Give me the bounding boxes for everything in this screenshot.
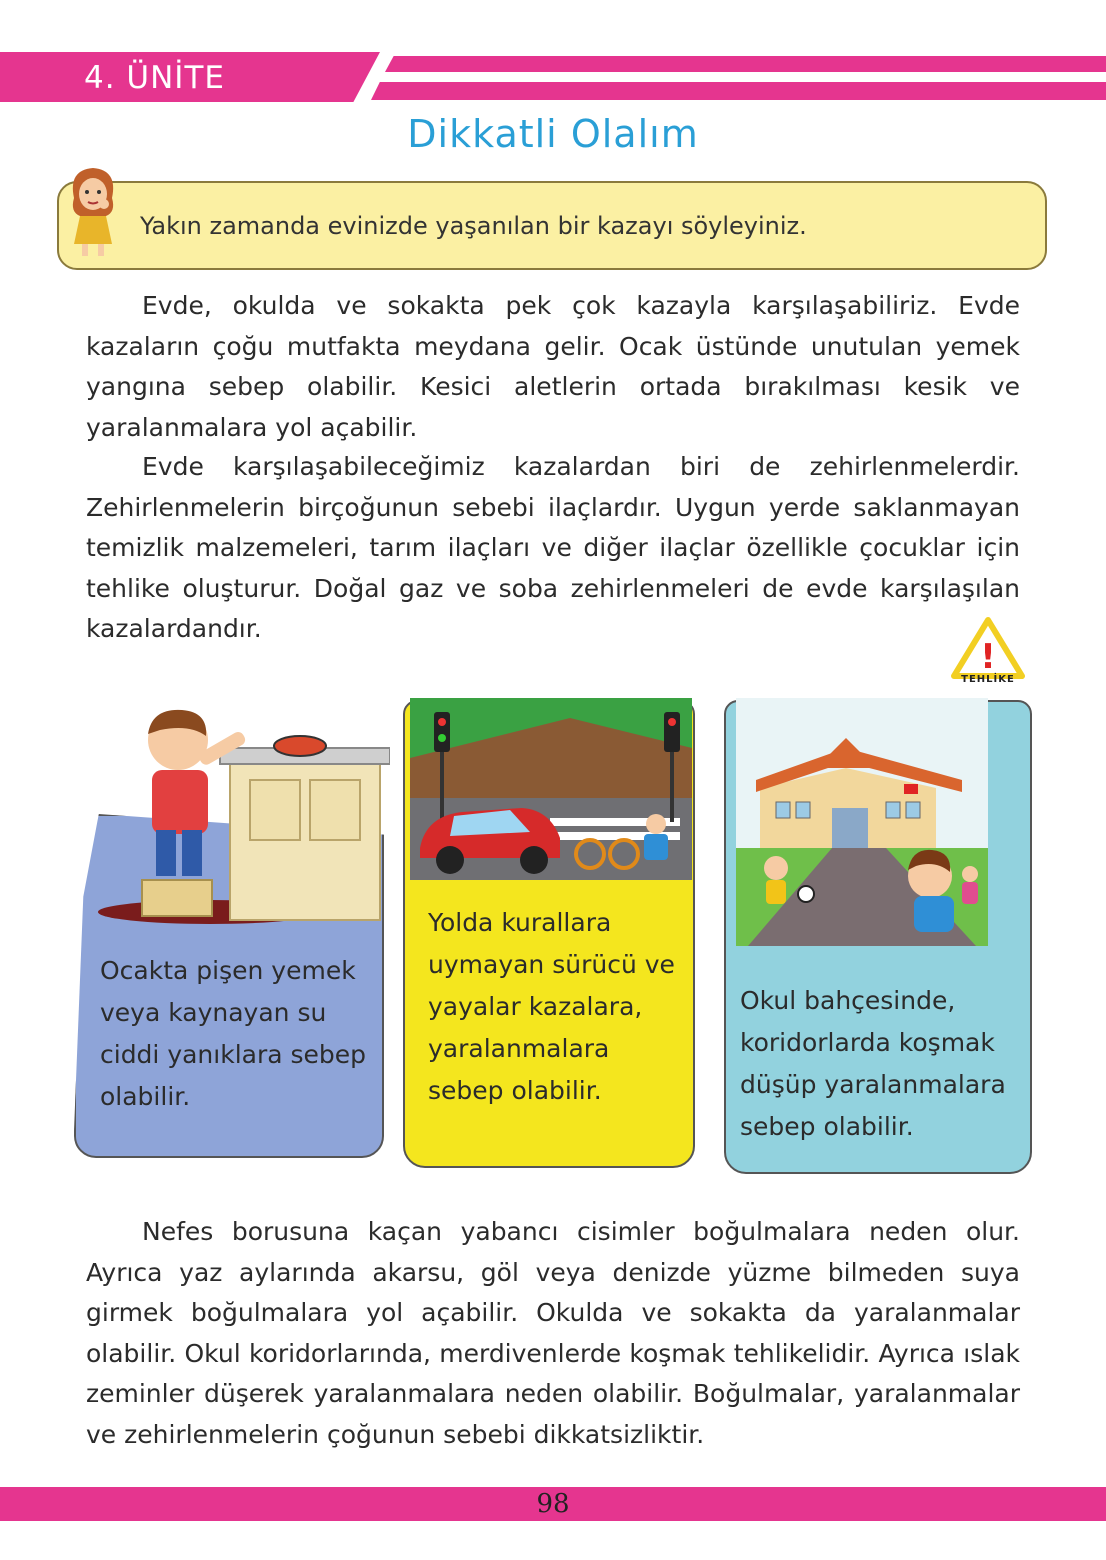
question-text: Yakın zamanda evinizde yaşanılan bir kazayı söyleyiniz.: [140, 212, 807, 240]
warning-symbol: !: [980, 637, 996, 677]
card-kitchen-text: Ocakta pişen yemek veya kaynayan su ciddi yanıklara sebep olabilir.: [100, 956, 367, 1111]
paragraph-home-accidents: [86, 286, 1020, 448]
paragraph-poisoning: [86, 447, 1020, 650]
thinking-girl-icon: [60, 160, 126, 260]
traffic-accident-illustration: [410, 698, 692, 880]
page-title: Dikkatli Olalım: [407, 112, 699, 156]
kitchen-accident-illustration: [90, 690, 390, 926]
page-number: 98: [536, 1489, 570, 1519]
card-school-text: Okul bahçesinde, koridorlarda koşmak düşüp yaralanmalara sebep olabilir.: [740, 986, 1006, 1141]
paragraph-choking-injuries: [86, 1212, 1020, 1455]
school-yard-illustration: [736, 698, 988, 946]
header-stripe-top: [385, 56, 1106, 72]
warning-label: TEHLİKE: [961, 674, 1015, 685]
header-stripe-bottom: [371, 82, 1106, 100]
card-traffic-text: Yolda kurallara uymayan sürücü ve yayalar kazalara, yaralanmalara sebep olabilir.: [428, 908, 675, 1105]
unit-label: 4. ÜNİTE: [84, 60, 225, 96]
paragraph-text: Evde, okulda ve sokakta pek çok kazayla karşılaşabiliriz. Evde kazaların çoğu mutfakta meydana gelir. Ocak üstünde unutulan yemek yangına sebep olabilir. Kesici aletlerin ortada bırakılması kesik ve yaralanmalara yol açabilir.: [86, 291, 1020, 442]
paragraph-text: Nefes borusuna kaçan yabancı cisimler boğulmalara neden olur. Ayrıca yaz aylarında akarsu, göl veya denizde yüzme bilmeden suya girmek boğulmalara yol açabilir. Okulda ve sokakta da yaralanmalar olabilir. Okul koridorlarında, merdivenlerde koşmak tehlikelidir. Ayrıca ıslak zeminler düşerek yaralanmalara neden olabilir. Boğulmalar, yaralanmalar ve zehirlenmelerin çoğunun sebebi dikkatsizliktir.: [86, 1217, 1020, 1449]
paragraph-text: Evde karşılaşabileceğimiz kazalardan biri de zehirlenmelerdir. Zehirlenmelerin birçoğunun sebebi ilaçlardır. Uygun yerde saklanmayan temizlik malzemeleri, tarım ilaçları ve diğer ilaçlar özellikle çocuklar için tehlike oluşturur. Doğal gaz ve soba zehirlenmeleri de evde karşılaşılan kazalardandır.: [86, 452, 1020, 643]
